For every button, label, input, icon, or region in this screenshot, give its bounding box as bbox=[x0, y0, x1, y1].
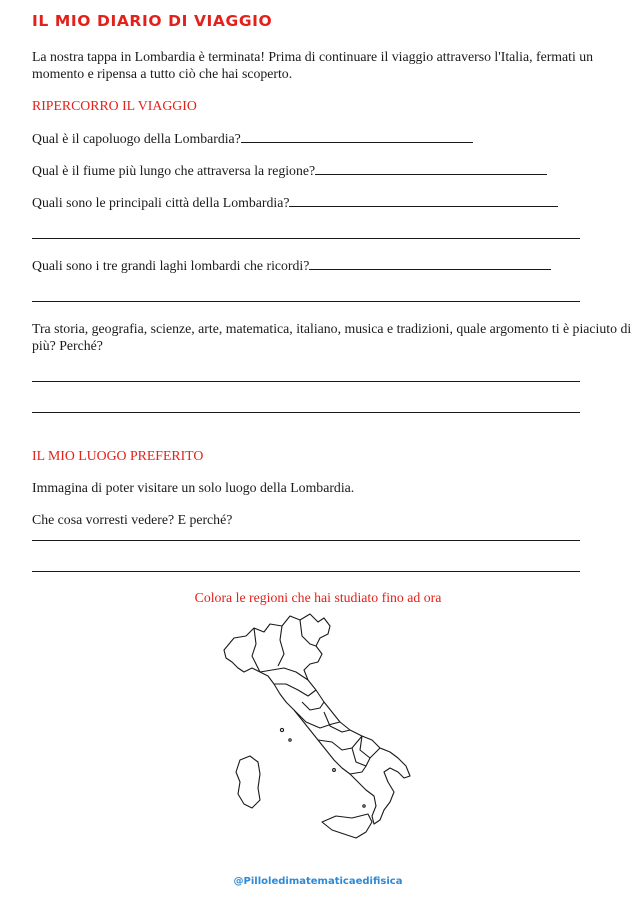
section-heading-journey: RIPERCORRO IL VIAGGIO bbox=[32, 98, 197, 113]
footer-credit: @Pilloledimatematicaedifisica bbox=[233, 876, 403, 887]
section-heading-favorite-place: IL MIO LUOGO PREFERITO bbox=[32, 448, 204, 463]
sicily-outline bbox=[322, 814, 372, 838]
region-border-abruzzo bbox=[324, 712, 350, 732]
region-border-lombardia-east bbox=[278, 626, 284, 666]
answer-line-visit-2[interactable] bbox=[32, 571, 580, 572]
region-border-emilia bbox=[260, 668, 308, 680]
italy-mainland-outline bbox=[224, 614, 410, 824]
page-title: IL MIO DIARIO DI VIAGGIO bbox=[32, 12, 273, 30]
question-capital bbox=[32, 129, 473, 147]
visit-question: Che cosa vorresti vedere? E perché? bbox=[32, 512, 233, 527]
visit-prompt: Immagina di poter visitare un solo luogo della Lombardia. bbox=[32, 480, 355, 495]
question-lakes bbox=[32, 256, 551, 274]
question-river bbox=[32, 161, 547, 179]
map-caption: Colora le regioni che hai studiato fino ad ora bbox=[194, 590, 442, 605]
question-capital-text: Qual è il capoluogo della Lombardia? bbox=[32, 131, 241, 146]
giglio-island bbox=[289, 739, 291, 741]
answer-line-cities-2[interactable] bbox=[32, 238, 580, 239]
answer-line-cities[interactable] bbox=[289, 193, 558, 207]
sardinia-outline bbox=[236, 756, 260, 808]
region-border-umbria bbox=[302, 702, 324, 710]
answer-line-lakes[interactable] bbox=[309, 256, 551, 270]
aeolian-island bbox=[363, 805, 365, 807]
answer-line-capital[interactable] bbox=[241, 129, 473, 143]
answer-line-visit-1[interactable] bbox=[32, 540, 580, 541]
question-river-text: Qual è il fiume più lungo che attraversa la regione? bbox=[32, 163, 316, 178]
intro-paragraph: La nostra tappa in Lombardia è terminata! Prima di continuare il viaggio attraverso l'Italia, fermati un momento e ripensa a tutto ciò che hai scoperto. bbox=[32, 49, 594, 81]
elba-island bbox=[280, 728, 283, 731]
italy-map[interactable] bbox=[212, 610, 436, 842]
question-lakes-text: Quali sono i tre grandi laghi lombardi che ricordi? bbox=[32, 258, 310, 273]
region-border-triveneto bbox=[300, 620, 316, 646]
ischia-island bbox=[333, 769, 336, 772]
open-question: Tra storia, geografia, scienze, arte, matematica, italiano, musica e tradizioni, quale argomento ti è piaciuto di più? Perché? bbox=[32, 321, 632, 353]
answer-line-river[interactable] bbox=[315, 161, 547, 175]
question-cities bbox=[32, 193, 558, 211]
region-border-calabria bbox=[350, 766, 366, 774]
answer-line-lakes-2[interactable] bbox=[32, 301, 580, 302]
question-cities-text: Quali sono le principali città della Lombardia? bbox=[32, 195, 290, 210]
answer-line-favorite-2[interactable] bbox=[32, 412, 580, 413]
answer-line-favorite-1[interactable] bbox=[32, 381, 580, 382]
region-border-north bbox=[252, 628, 260, 672]
